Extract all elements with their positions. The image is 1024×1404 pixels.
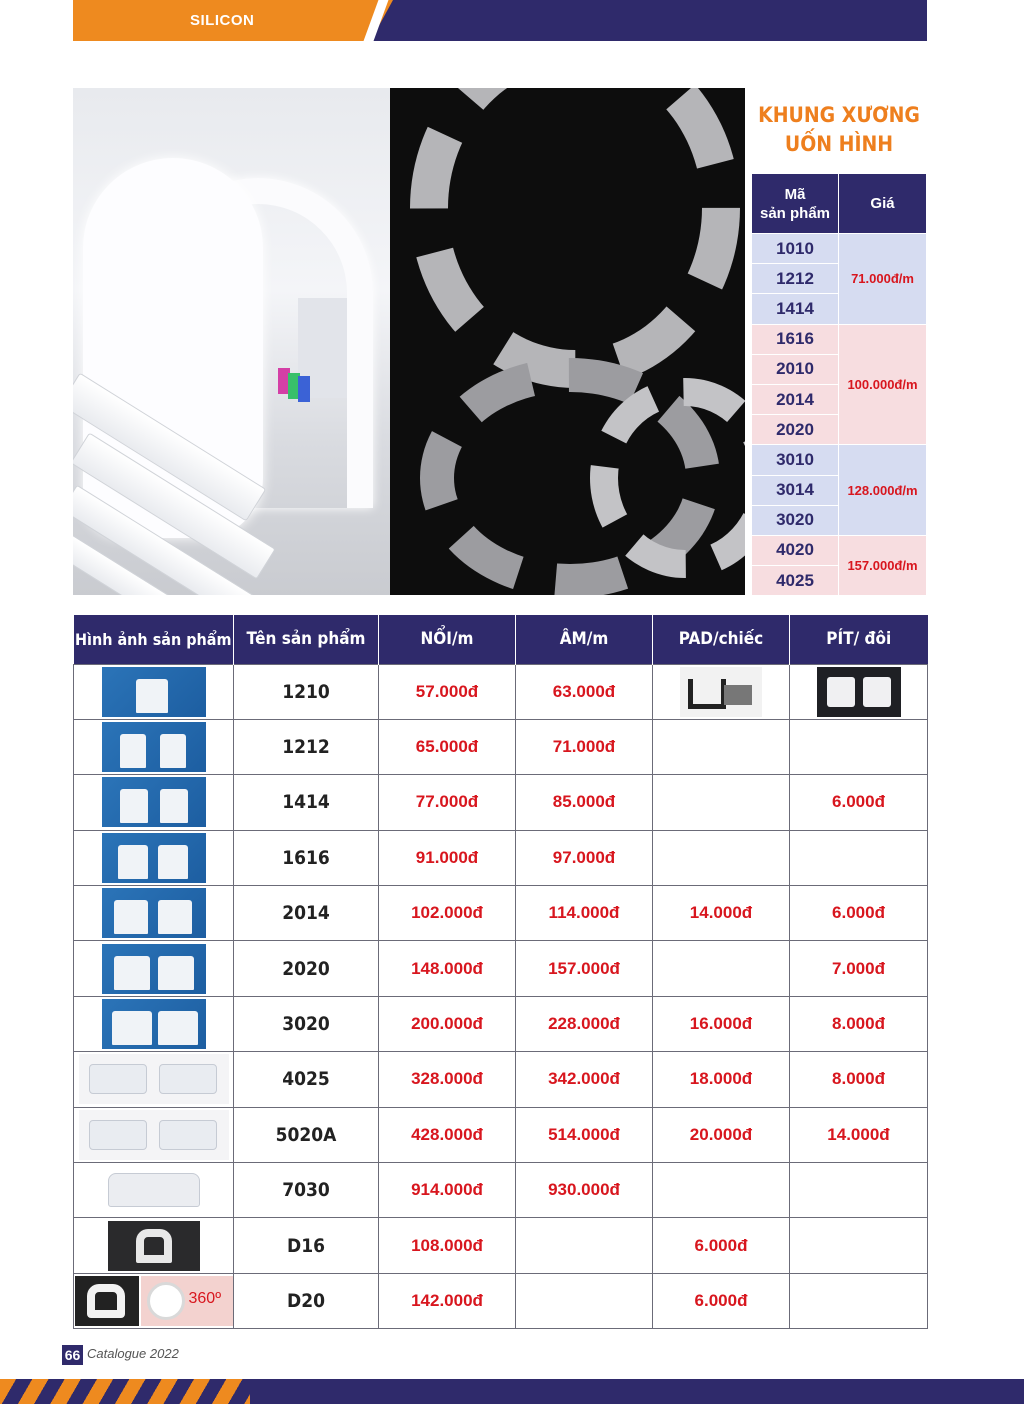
- product-thumbnail: [102, 944, 206, 994]
- profile-shape: [136, 679, 168, 713]
- pit-image-cell: [790, 664, 928, 719]
- product-thumbnail: [79, 1054, 229, 1104]
- price-pad: [653, 941, 790, 996]
- product-name: 1414: [234, 775, 379, 830]
- product-image-cell: [74, 1218, 234, 1273]
- price-pit: [790, 830, 928, 885]
- page-number: 66: [62, 1345, 83, 1365]
- table-row: [74, 1273, 928, 1328]
- price-noi: 200.000đ: [379, 996, 516, 1051]
- col-name-header: Tên sản phẩm: [234, 615, 379, 664]
- price-pit: 8.000đ: [790, 996, 928, 1051]
- price-pit: [790, 1163, 928, 1218]
- product-name: 1616: [234, 830, 379, 885]
- price-pit: [790, 719, 928, 774]
- frame-price-table: [751, 173, 927, 596]
- rotation-photo: [141, 1276, 233, 1326]
- product-thumbnail: [102, 667, 206, 717]
- code-cell: 3010: [752, 445, 839, 475]
- profile-shape: [87, 1284, 125, 1318]
- code-cell: 2010: [752, 354, 839, 384]
- profile-shape: [89, 1064, 147, 1094]
- profile-shape: [160, 789, 188, 823]
- footer-stripes: [0, 1379, 250, 1404]
- price-noi: 77.000đ: [379, 775, 516, 830]
- product-name: 1210: [234, 664, 379, 719]
- price-am: 63.000đ: [516, 664, 653, 719]
- price-am: 930.000đ: [516, 1163, 653, 1218]
- price-am: 97.000đ: [516, 830, 653, 885]
- code-cell: 4020: [752, 535, 839, 565]
- price-noi: 102.000đ: [379, 886, 516, 941]
- price-noi: 148.000đ: [379, 941, 516, 996]
- price-noi: 428.000đ: [379, 1107, 516, 1162]
- price-am: 342.000đ: [516, 1052, 653, 1107]
- table-row: [74, 996, 928, 1051]
- product-image-cell: [74, 1107, 234, 1162]
- end-cap: [863, 677, 891, 707]
- profile-shape: [159, 1120, 217, 1150]
- table-row: [74, 719, 928, 774]
- price-cell: 100.000đ/m: [839, 324, 927, 445]
- pad-clip: [688, 679, 726, 709]
- side-title-line2: UỐN HÌNH: [784, 132, 894, 156]
- header-band: [360, 0, 927, 41]
- price-am: 114.000đ: [516, 886, 653, 941]
- product-image-cell: [74, 1273, 234, 1328]
- code-cell: 4025: [752, 566, 839, 596]
- profile-shape: [114, 900, 148, 934]
- table-row: [74, 1107, 928, 1162]
- col-code-line2: sản phẩm: [759, 204, 831, 222]
- table-row: [74, 1052, 928, 1107]
- table-row: [74, 1218, 928, 1273]
- price-pad: 20.000đ: [653, 1107, 790, 1162]
- profile-shape: [112, 1011, 152, 1045]
- profile-shape: [158, 956, 194, 990]
- product-thumbnail: [75, 1276, 233, 1326]
- pit-thumbnail: [817, 667, 901, 717]
- section-label: SILICON: [190, 12, 255, 29]
- side-title-line1: KHUNG XƯƠNG: [758, 103, 920, 127]
- price-pit: [790, 1218, 928, 1273]
- price-am: 514.000đ: [516, 1107, 653, 1162]
- profile-shape: [136, 1229, 172, 1263]
- price-am: 157.000đ: [516, 941, 653, 996]
- price-noi: 65.000đ: [379, 719, 516, 774]
- table-row: [74, 941, 928, 996]
- code-cell: 1010: [752, 234, 839, 264]
- product-name: 7030: [234, 1163, 379, 1218]
- pad-image-cell: [653, 664, 790, 719]
- price-am: [516, 1218, 653, 1273]
- price-noi: 91.000đ: [379, 830, 516, 885]
- price-am: 228.000đ: [516, 996, 653, 1051]
- price-pad: [653, 719, 790, 774]
- product-name: 5020A: [234, 1107, 379, 1162]
- table-header-row: [74, 615, 928, 664]
- product-image-cell: [74, 1163, 234, 1218]
- product-thumbnail: [79, 1110, 229, 1160]
- coil-photo: [390, 88, 745, 595]
- col-price-header: Giá: [839, 174, 927, 234]
- code-cell: 1616: [752, 324, 839, 354]
- profile-shape: [108, 1173, 200, 1207]
- price-am: [516, 1273, 653, 1328]
- profile-shape: [120, 789, 148, 823]
- price-pit: 8.000đ: [790, 1052, 928, 1107]
- table-row: [74, 1163, 928, 1218]
- product-name: 2014: [234, 886, 379, 941]
- price-pit: 14.000đ: [790, 1107, 928, 1162]
- pad-thumbnail: [680, 667, 762, 717]
- end-cap: [827, 677, 855, 707]
- product-thumbnail: [102, 888, 206, 938]
- col-image-header: Hình ảnh sản phẩm: [74, 615, 234, 664]
- table-row: [74, 830, 928, 885]
- room-photo: [73, 88, 390, 595]
- product-thumbnail: [104, 1165, 204, 1215]
- col-pit-header: PÍT/ đôi: [790, 615, 928, 664]
- price-cell: 157.000đ/m: [839, 535, 927, 595]
- product-image-cell: [74, 775, 234, 830]
- price-pad: [653, 1163, 790, 1218]
- price-pad: 14.000đ: [653, 886, 790, 941]
- product-image-cell: [74, 719, 234, 774]
- col-am-header: ÂM/m: [516, 615, 653, 664]
- profile-shape: [158, 845, 188, 879]
- product-name: 2020: [234, 941, 379, 996]
- price-pad: 18.000đ: [653, 1052, 790, 1107]
- product-name: D20: [234, 1273, 379, 1328]
- profile-shape: [118, 845, 148, 879]
- side-table-title: [750, 101, 928, 159]
- profile-photo: [75, 1276, 139, 1326]
- profile-shape: [158, 1011, 198, 1045]
- product-name: 3020: [234, 996, 379, 1051]
- price-pit: 6.000đ: [790, 775, 928, 830]
- profile-shape: [89, 1120, 147, 1150]
- code-cell: 3014: [752, 475, 839, 505]
- price-noi: 142.000đ: [379, 1273, 516, 1328]
- table-row: [74, 664, 928, 719]
- price-pad: 6.000đ: [653, 1218, 790, 1273]
- price-am: 71.000đ: [516, 719, 653, 774]
- price-noi: 328.000đ: [379, 1052, 516, 1107]
- code-cell: 1414: [752, 294, 839, 324]
- price-pit: 7.000đ: [790, 941, 928, 996]
- product-thumbnail: [102, 777, 206, 827]
- product-image-cell: [74, 941, 234, 996]
- product-name: D16: [234, 1218, 379, 1273]
- price-pad: 6.000đ: [653, 1273, 790, 1328]
- table-row: [74, 775, 928, 830]
- code-cell: 3020: [752, 505, 839, 535]
- product-thumbnail: [102, 833, 206, 883]
- profile-shape: [160, 734, 186, 768]
- product-name: 4025: [234, 1052, 379, 1107]
- col-code-header: [752, 174, 839, 234]
- price-pad: [653, 830, 790, 885]
- price-pit: [790, 1273, 928, 1328]
- rotation-label: 360º: [188, 1289, 222, 1307]
- price-noi: 57.000đ: [379, 664, 516, 719]
- product-image-cell: [74, 664, 234, 719]
- catalogue-label: Catalogue 2022: [87, 1346, 179, 1361]
- price-noi: 108.000đ: [379, 1218, 516, 1273]
- code-cell: 2014: [752, 384, 839, 414]
- price-cell: 128.000đ/m: [839, 445, 927, 536]
- table-row: [74, 886, 928, 941]
- price-am: 85.000đ: [516, 775, 653, 830]
- coil-ring-top: [410, 88, 740, 388]
- price-cell: 71.000đ/m: [839, 234, 927, 325]
- price-pad: 16.000đ: [653, 996, 790, 1051]
- profile-shape: [158, 900, 192, 934]
- price-noi: 914.000đ: [379, 1163, 516, 1218]
- col-pad-header: PAD/chiếc: [653, 615, 790, 664]
- product-image-cell: [74, 1052, 234, 1107]
- product-image-cell: [74, 886, 234, 941]
- price-pad: [653, 775, 790, 830]
- pad-block: [724, 685, 752, 705]
- product-thumbnail: [102, 722, 206, 772]
- profile-shape: [159, 1064, 217, 1094]
- product-name: 1212: [234, 719, 379, 774]
- col-noi-header: NỔI/m: [379, 615, 516, 664]
- product-thumbnail: [108, 1221, 200, 1271]
- profile-shape: [120, 734, 146, 768]
- product-image-cell: [74, 996, 234, 1051]
- code-cell: 1212: [752, 264, 839, 294]
- col-code-line1: Mã: [784, 185, 806, 203]
- product-price-table: [73, 615, 928, 1329]
- product-thumbnail: [102, 999, 206, 1049]
- code-cell: 2020: [752, 415, 839, 445]
- profile-cross-section: [147, 1282, 185, 1320]
- price-pit: 6.000đ: [790, 886, 928, 941]
- profile-shape: [114, 956, 150, 990]
- product-image-cell: [74, 830, 234, 885]
